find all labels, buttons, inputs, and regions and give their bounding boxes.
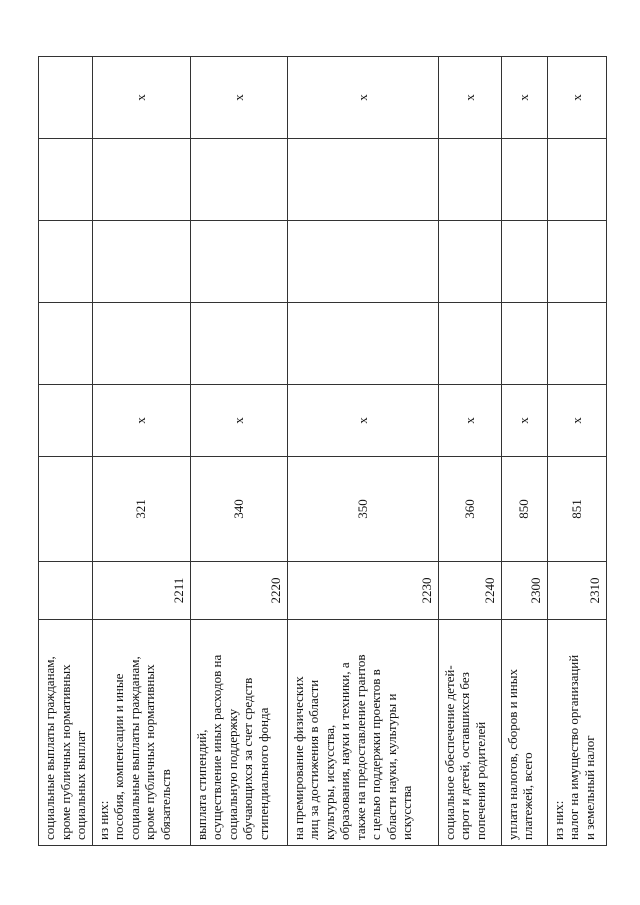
line-code-cell: 2300	[501, 562, 547, 620]
empty-value-cell	[438, 303, 501, 385]
budget-code-cell: 360	[438, 457, 501, 562]
line-code-cell: 2310	[547, 562, 606, 620]
empty-value-cell	[438, 221, 501, 303]
table-row	[547, 57, 606, 846]
empty-value-cell	[501, 139, 547, 221]
end-x-mark-cell	[39, 57, 93, 139]
x-mark-cell: x	[501, 385, 547, 457]
end-x-mark-cell: x	[438, 57, 501, 139]
budget-code-cell: 321	[92, 457, 190, 562]
row-name-line: на премирование физических	[290, 676, 306, 840]
budget-code-cell: 850	[501, 457, 547, 562]
line-code-cell: 2230	[287, 562, 438, 620]
empty-value-cell	[92, 303, 190, 385]
table-row	[39, 57, 93, 846]
empty-value-cell	[287, 221, 438, 303]
table-row	[287, 57, 438, 846]
row-name-line: сирот и детей, оставшихся без	[457, 672, 472, 840]
row-name-line: кроме публичных нормативных	[142, 664, 157, 840]
empty-value-cell	[39, 303, 93, 385]
x-mark-cell: x	[92, 385, 190, 457]
end-x-mark-cell: x	[92, 57, 190, 139]
budget-code-cell: 350	[287, 457, 438, 562]
row-name-line: попечения родителей	[472, 721, 488, 840]
row-name-line: платежей, всего	[520, 752, 535, 840]
row-name-line: искусства	[399, 785, 414, 840]
x-mark-cell: x	[547, 385, 606, 457]
row-name-line: области науки, культуры и	[383, 693, 399, 840]
empty-value-cell	[190, 221, 287, 303]
budget-table	[38, 56, 607, 846]
empty-value-cell	[547, 303, 606, 385]
table-row	[190, 57, 287, 846]
row-name-line: социальных выплат	[73, 730, 88, 840]
empty-value-cell	[39, 221, 93, 303]
row-name-line: и земельный налог	[581, 735, 597, 840]
row-name-line: пособия, компенсации и иные	[111, 673, 126, 840]
empty-value-cell	[287, 303, 438, 385]
line-code-cell: 2240	[438, 562, 501, 620]
row-name-cell	[92, 620, 190, 846]
table-row	[501, 57, 547, 846]
row-name-line: выплата стипендий,	[193, 729, 209, 840]
end-x-mark-cell: x	[190, 57, 287, 139]
row-name-cell	[438, 620, 501, 846]
empty-value-cell	[92, 221, 190, 303]
x-mark-cell	[39, 385, 93, 457]
end-x-mark-cell: x	[287, 57, 438, 139]
row-name-line: обучающихся за счет средств	[240, 677, 255, 840]
empty-value-cell	[190, 139, 287, 221]
empty-value-cell	[501, 221, 547, 303]
empty-value-cell	[547, 139, 606, 221]
row-name-line: с целью поддержки проектов в	[368, 669, 383, 840]
table-body	[39, 57, 607, 846]
row-name-cell	[190, 620, 287, 846]
line-code-cell	[39, 562, 93, 620]
end-x-mark-cell: x	[501, 57, 547, 139]
row-name-line: кроме публичных нормативных	[57, 664, 73, 840]
empty-value-cell	[39, 139, 93, 221]
rotated-page-table	[38, 58, 602, 846]
table-row	[92, 57, 190, 846]
row-name-line: социальные выплаты гражданам,	[42, 656, 57, 840]
budget-code-cell: 851	[547, 457, 606, 562]
empty-value-cell	[501, 303, 547, 385]
line-code-cell: 2211	[92, 562, 190, 620]
row-name-line: социальные выплаты гражданам,	[126, 656, 142, 840]
row-name-line: социальное обеспечение детей-	[441, 665, 457, 840]
row-name-line: уплата налогов, сборов и иных	[504, 669, 520, 840]
row-name-line: культуры, искусства,	[321, 724, 337, 840]
row-name-line: осуществление иных расходов на	[209, 654, 224, 840]
table-row	[438, 57, 501, 846]
budget-code-cell: 340	[190, 457, 287, 562]
line-code-cell: 2220	[190, 562, 287, 620]
row-name-line: социальную поддержку	[224, 708, 240, 840]
end-x-mark-cell: x	[547, 57, 606, 139]
row-name-line: из них:	[550, 800, 566, 840]
empty-value-cell	[92, 139, 190, 221]
row-name-line: образования, науки и техники, а	[337, 662, 352, 840]
empty-value-cell	[190, 303, 287, 385]
row-name-line: из них:	[95, 800, 111, 840]
empty-value-cell	[287, 139, 438, 221]
budget-code-cell	[39, 457, 93, 562]
empty-value-cell	[438, 139, 501, 221]
row-name-cell	[501, 620, 547, 846]
row-name-cell	[287, 620, 438, 846]
row-name-line: обязательств	[157, 769, 173, 840]
row-name-line: также на предоставление грантов	[352, 654, 368, 840]
x-mark-cell: x	[438, 385, 501, 457]
row-name-cell	[547, 620, 606, 846]
x-mark-cell: x	[190, 385, 287, 457]
row-name-line: стипендиального фонда	[255, 707, 271, 840]
row-name-line: лиц за достижения в области	[306, 679, 321, 840]
empty-value-cell	[547, 221, 606, 303]
x-mark-cell: x	[287, 385, 438, 457]
row-name-cell	[39, 620, 93, 846]
row-name-line: налог на имущество организаций	[566, 654, 581, 840]
